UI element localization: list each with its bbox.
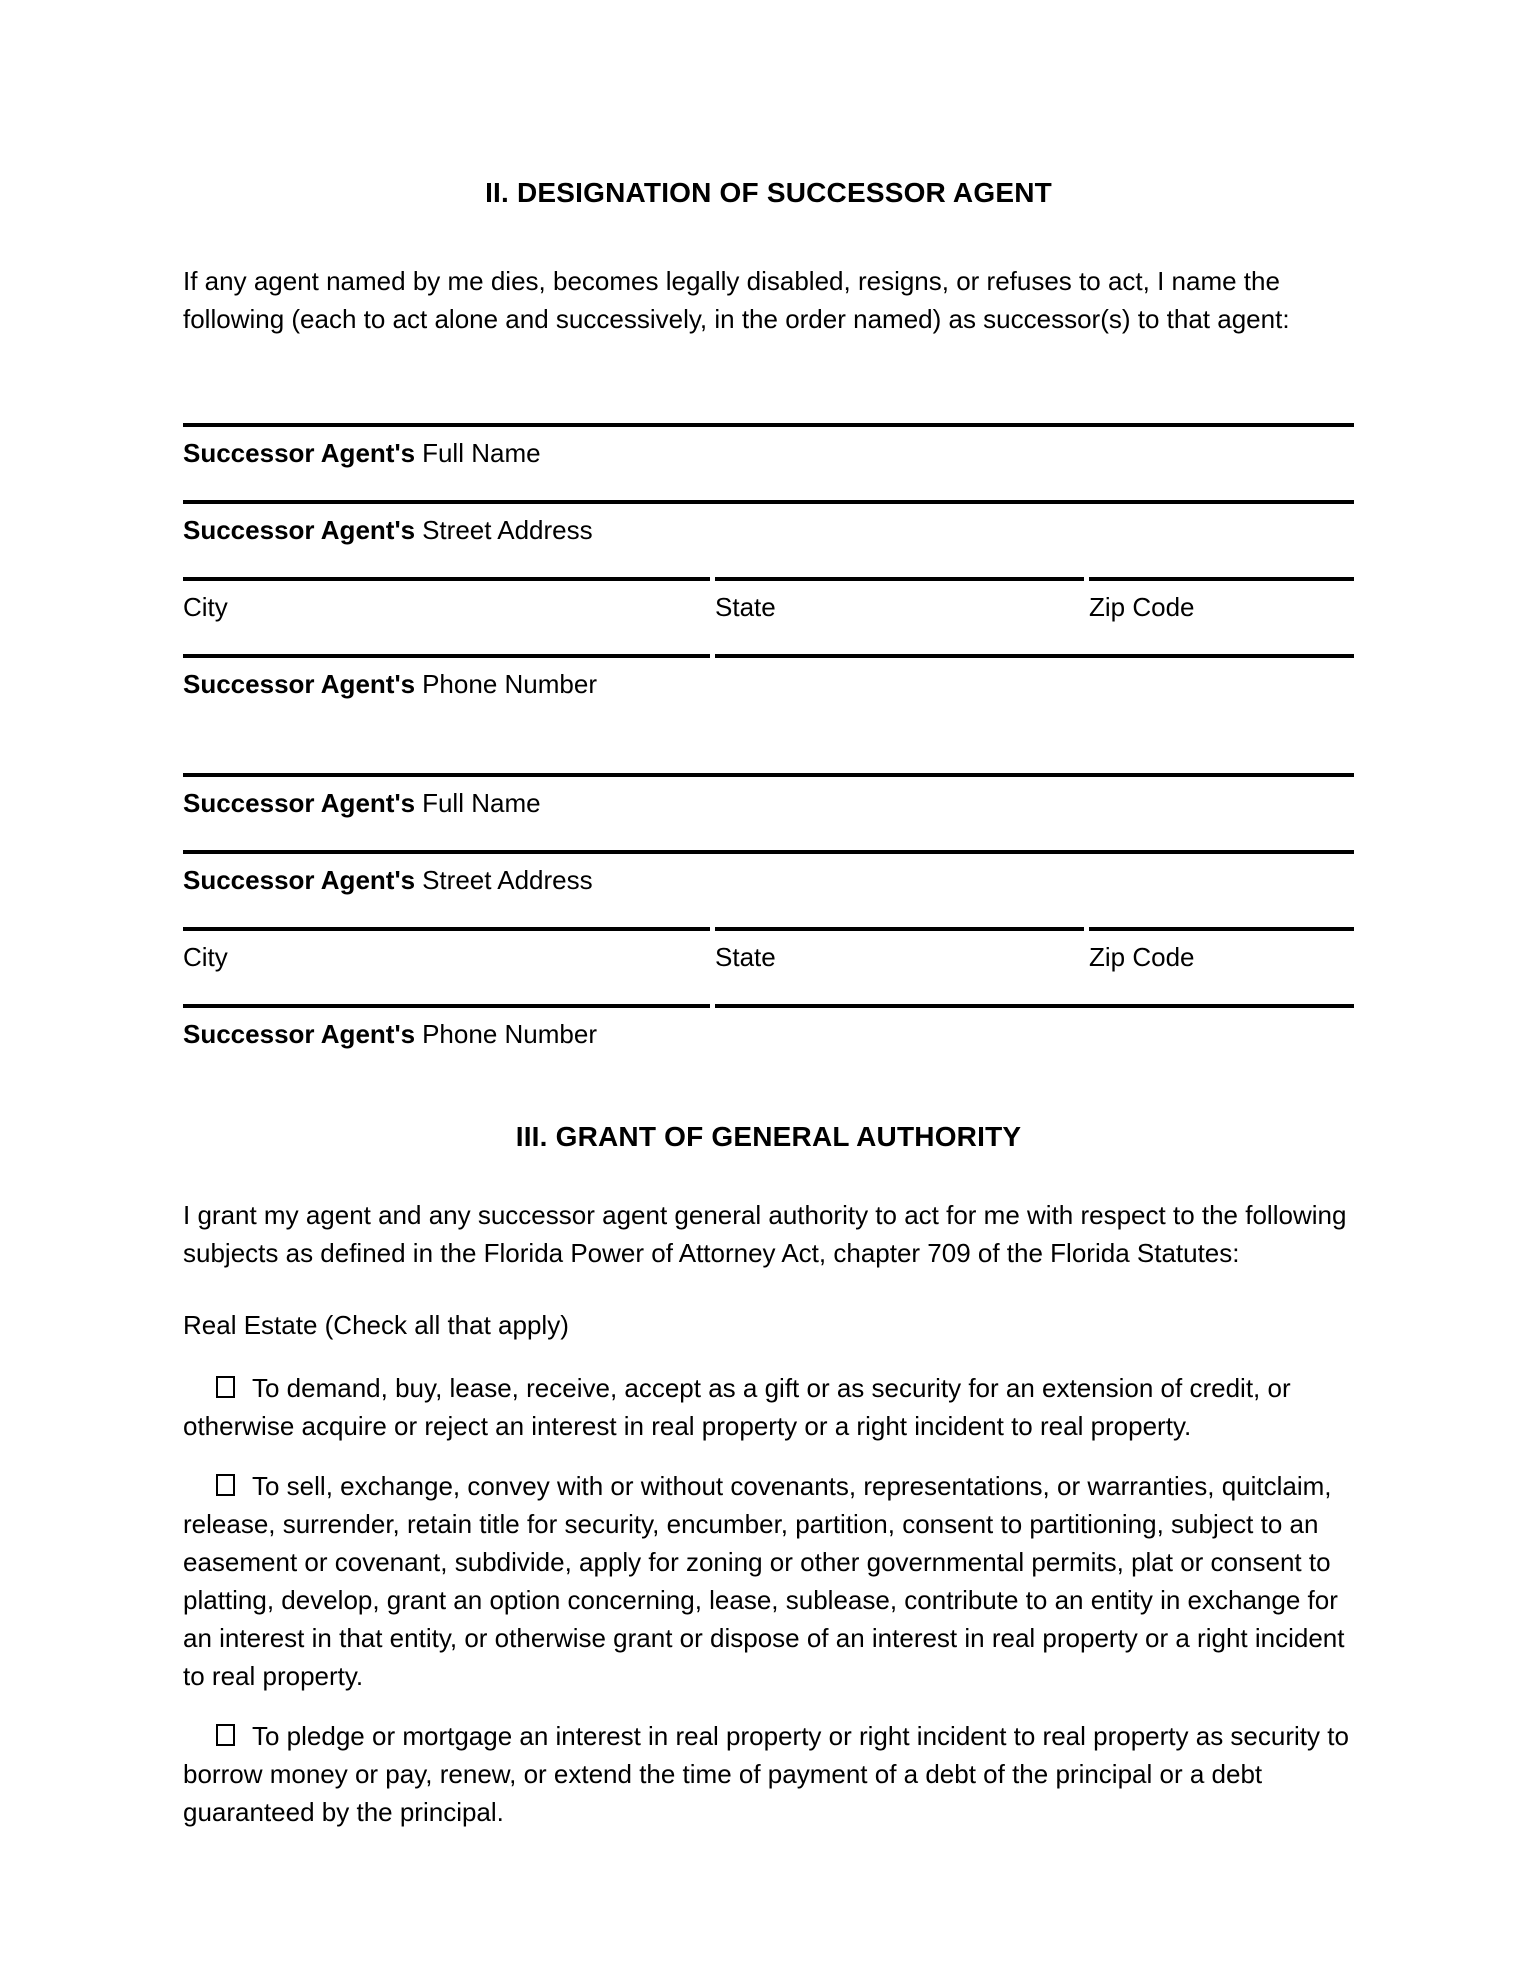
zip-code-label: Zip Code [1089,942,1195,972]
street-address-label-bold: Successor Agent's [183,515,416,545]
field-phone-extra [715,654,1354,698]
field-phone-number [183,654,710,698]
full-name-label [183,777,1354,817]
state-label: State [715,592,776,622]
street-address-label [183,504,1354,544]
state-label: State [715,942,776,972]
real-estate-item-2-text: To sell, exchange, convey with or without covenants, representations, or warranties, quitclaim, release, surrender, retain title for security, encumber, partition, consent to partitioning, subject to an easement or covenant, subdivide, apply for zoning or other governmental permits, plat or consent to platting, develop, grant an option concerning, lease, sublease, contribute to an entity in exchange for an interest in that entity, or otherwise grant or dispose of an interest in real property or a right incident to real property. [183,1471,1345,1691]
street-address-label [183,854,1354,894]
field-row-city-state-zip [183,577,1354,621]
field-phone-number [183,1004,710,1048]
field-phone-extra [715,1004,1354,1048]
real-estate-item-1 [183,1369,1354,1445]
real-estate-item-3 [183,1717,1354,1831]
field-full-name [183,773,1354,817]
field-row-phone [183,654,1354,698]
field-street-address [183,850,1354,894]
phone-number-label [183,658,710,698]
field-full-name [183,423,1354,467]
full-name-label-rest: Full Name [422,788,541,818]
field-street-address [183,500,1354,544]
section-iii-intro: I grant my agent and any successor agent general authority to act for me with respect to the following subjects as defined in the Florida Power of Attorney Act, chapter 709 of the Florida Statutes: [183,1200,1347,1268]
phone-number-label-bold: Successor Agent's [183,669,416,699]
field-city [183,577,710,621]
real-estate-item-2 [183,1467,1354,1695]
city-label: City [183,592,228,622]
field-state [715,927,1084,971]
full-name-label-bold: Successor Agent's [183,438,416,468]
phone-number-label-rest: Phone Number [422,669,597,699]
checkbox-icon[interactable] [216,1474,235,1496]
section-ii-intro: If any agent named by me dies, becomes legally disabled, resigns, or refuses to act, I name the following (each to act alone and successively, in the order named) as successor(s) to that agent: [183,266,1290,334]
successor-agent-block-1 [183,423,1354,698]
full-name-label [183,427,1354,467]
real-estate-item-1-text: To demand, buy, lease, receive, accept as a gift or as security for an extension of credit, or otherwise acquire or reject an interest in real property or a right incident to real property. [183,1373,1291,1441]
city-label: City [183,942,228,972]
phone-number-label [183,1008,710,1048]
section-ii-title: II. DESIGNATION OF SUCCESSOR AGENT [485,177,1052,208]
full-name-label-rest: Full Name [422,438,541,468]
real-estate-item-3-text: To pledge or mortgage an interest in real property or right incident to real property as security to borrow money or pay, renew, or extend the time of payment of a debt of the principal or a debt guaranteed by the principal. [183,1721,1349,1827]
phone-extra-input-line[interactable] [715,1004,1354,1008]
field-city [183,927,710,971]
phone-number-label-rest: Phone Number [422,1019,597,1049]
checkbox-icon[interactable] [216,1376,235,1398]
field-zip-code [1089,577,1354,621]
successor-agent-block-2 [183,773,1354,1048]
street-address-label-rest: Street Address [422,515,593,545]
zip-code-label: Zip Code [1089,592,1195,622]
street-address-label-rest: Street Address [422,865,593,895]
field-zip-code [1089,927,1354,971]
full-name-label-bold: Successor Agent's [183,788,416,818]
phone-extra-input-line[interactable] [715,654,1354,658]
field-row-city-state-zip [183,927,1354,971]
street-address-label-bold: Successor Agent's [183,865,416,895]
section-iii-title: III. GRANT OF GENERAL AUTHORITY [515,1121,1022,1152]
real-estate-heading: Real Estate (Check all that apply) [183,1310,569,1340]
field-state [715,577,1084,621]
field-row-phone [183,1004,1354,1048]
checkbox-icon[interactable] [216,1724,235,1746]
phone-number-label-bold: Successor Agent's [183,1019,416,1049]
